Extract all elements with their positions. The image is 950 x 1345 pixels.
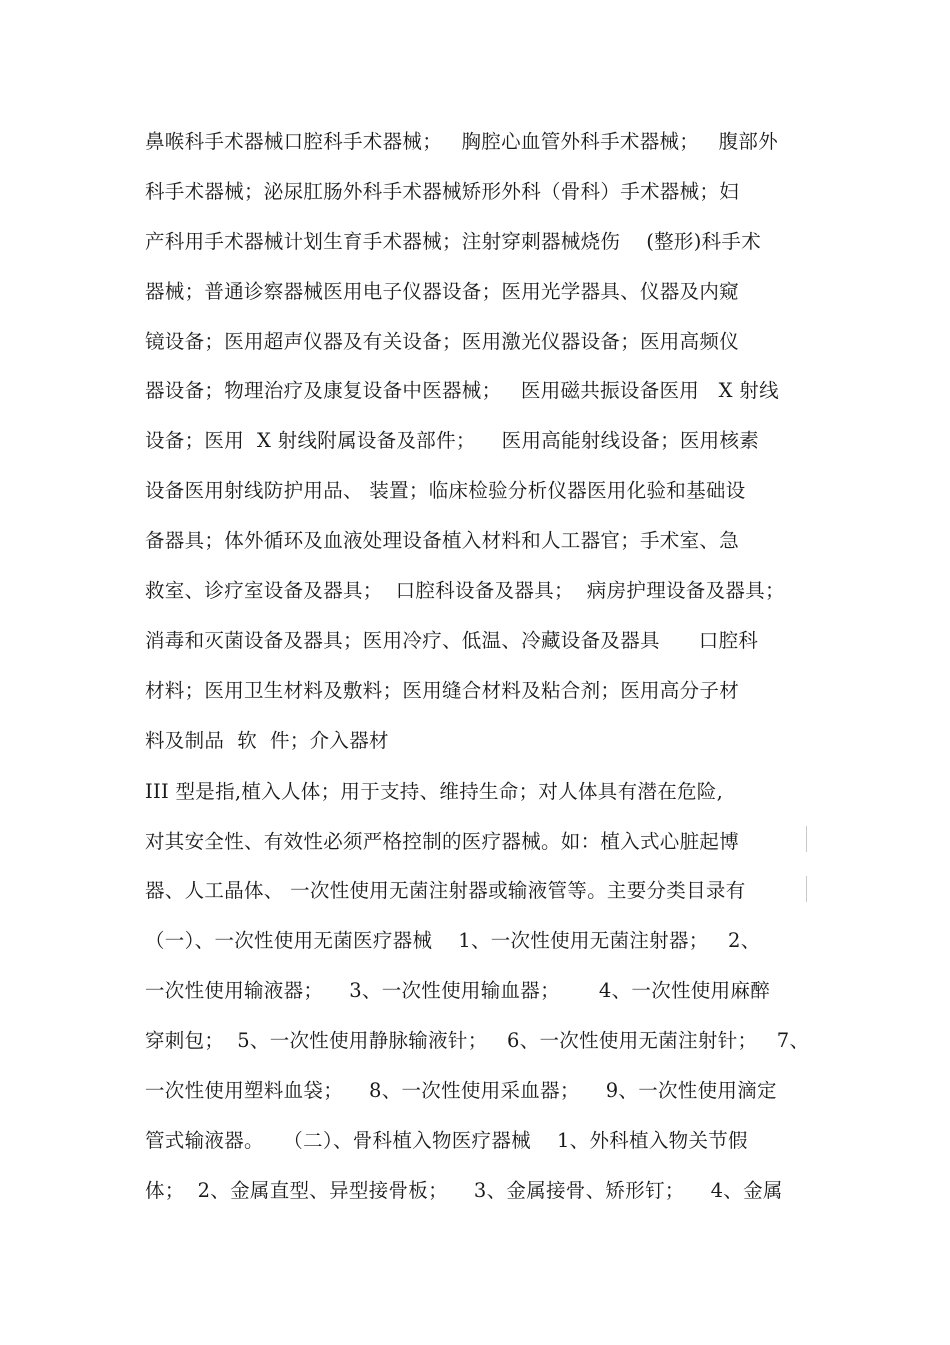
- text-line: 管式输液器。 （二）、骨科植入物医疗器械 1、外科植入物关节假: [145, 1129, 748, 1152]
- text-line: 科手术器械；泌尿肛肠外科手术器械矫形外科（骨科）手术器械；妇: [145, 180, 740, 203]
- text-line: 救室、诊疗室设备及器具； 口腔科设备及器具； 病房护理设备及器具；: [145, 579, 785, 602]
- text-line: 对其安全性、有效性必须严格控制的医疗器械。如：植入式心脏起博: [145, 830, 740, 853]
- edge-mark: [806, 876, 807, 902]
- text-line: 一次性使用输液器； 3、一次性使用输血器； 4、一次性使用麻醉: [145, 979, 770, 1002]
- text-line: 穿刺包； 5、一次性使用静脉输液针； 6、一次性使用无菌注射针； 7、: [145, 1029, 810, 1052]
- text-line: 设备医用射线防护用品、 装置；临床检验分析仪器医用化验和基础设: [145, 479, 746, 502]
- text-line: （一）、一次性使用无菌医疗器械 1、一次性使用无菌注射器； 2、: [145, 929, 761, 952]
- text-line: 鼻喉科手术器械口腔科手术器械； 胸腔心血管外科手术器械； 腹部外: [145, 130, 778, 153]
- text-line: 器、人工晶体、 一次性使用无菌注射器或输液管等。主要分类目录有: [145, 879, 746, 902]
- text-line: 消毒和灭菌设备及器具；医用冷疗、低温、冷藏设备及器具 口腔科: [145, 629, 759, 652]
- text-line: 材料；医用卫生材料及敷料；医用缝合材料及粘合剂；医用高分子材: [145, 679, 740, 702]
- text-line: 一次性使用塑料血袋； 8、一次性使用采血器； 9、一次性使用滴定: [145, 1079, 777, 1102]
- text-line: 产科用手术器械计划生育手术器械；注射穿刺器械烧伤 (整形)科手术: [145, 230, 762, 253]
- text-line: 器械；普通诊察器械医用电子仪器设备；医用光学器具、仪器及内窥: [145, 280, 740, 303]
- text-line: 器设备；物理治疗及康复设备中医器械； 医用磁共振设备医用 X 射线: [145, 379, 779, 402]
- text-line: 料及制品 软 件；介入器材: [145, 729, 389, 752]
- text-line: 体； 2、金属直型、异型接骨板； 3、金属接骨、矫形钉； 4、金属: [145, 1179, 783, 1202]
- text-line: 镜设备；医用超声仪器及有关设备；医用激光仪器设备；医用高频仪: [145, 330, 740, 353]
- text-line: 备器具；体外循环及血液处理设备植入材料和人工器官；手术室、急: [145, 529, 740, 552]
- text-line: III 型是指,植入人体；用于支持、维持生命；对人体具有潜在危险,: [145, 780, 724, 803]
- edge-mark: [806, 826, 807, 852]
- text-line: 设备；医用 X 射线附属设备及部件； 医用高能射线设备；医用核素: [145, 429, 760, 452]
